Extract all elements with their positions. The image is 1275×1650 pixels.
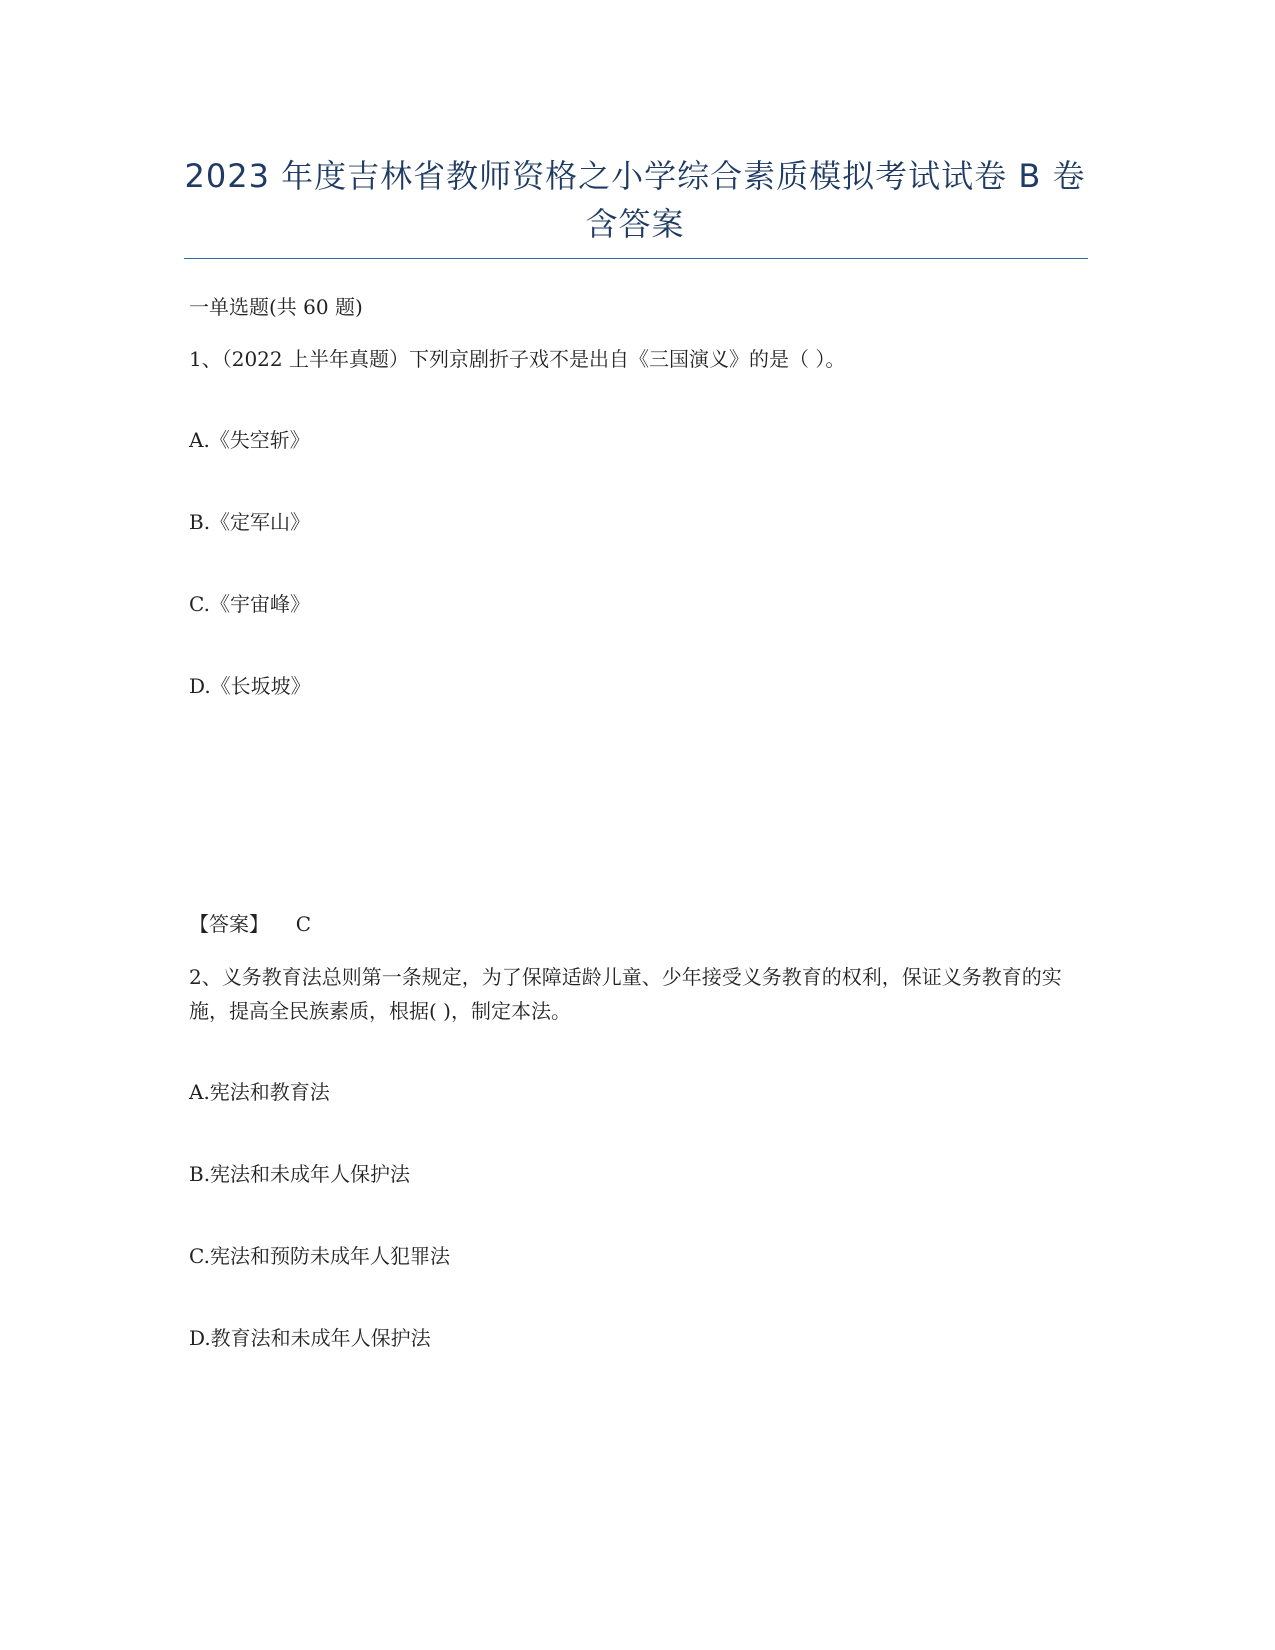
question-1-option-b: B.《定军山》 — [189, 510, 311, 534]
section-heading: 一单选题(共 60 题) — [189, 295, 363, 319]
title-divider — [184, 258, 1088, 259]
question-1-answer — [189, 907, 311, 941]
question-1-stem: 1、（2022 上半年真题）下列京剧折子戏不是出自《三国演义》的是（ ）。 — [189, 347, 846, 371]
question-2-option-b: B.宪法和未成年人保护法 — [189, 1162, 411, 1186]
question-1-option-a: A.《失空斩》 — [189, 428, 310, 452]
question-1-option-c: C.《宇宙峰》 — [189, 592, 310, 616]
answer-value: C — [295, 912, 312, 936]
document-title: 2023 年度吉林省教师资格之小学综合素质模拟考试试卷 B 卷含答案 — [184, 157, 1086, 243]
question-1-option-d: D.《长坂坡》 — [189, 674, 311, 698]
question-2-option-a: A.宪法和教育法 — [189, 1080, 330, 1104]
question-2-option-c: C.宪法和预防未成年人犯罪法 — [189, 1244, 450, 1268]
question-2-stem: 2、义务教育法总则第一条规定，为了保障适龄儿童、少年接受义务教育的权利，保证义务教育的实施，提高全民族素质，根据( )，制定本法。 — [189, 965, 1062, 1023]
answer-label: 【答案】 — [189, 912, 269, 936]
question-2-option-d: D.教育法和未成年人保护法 — [189, 1326, 431, 1350]
